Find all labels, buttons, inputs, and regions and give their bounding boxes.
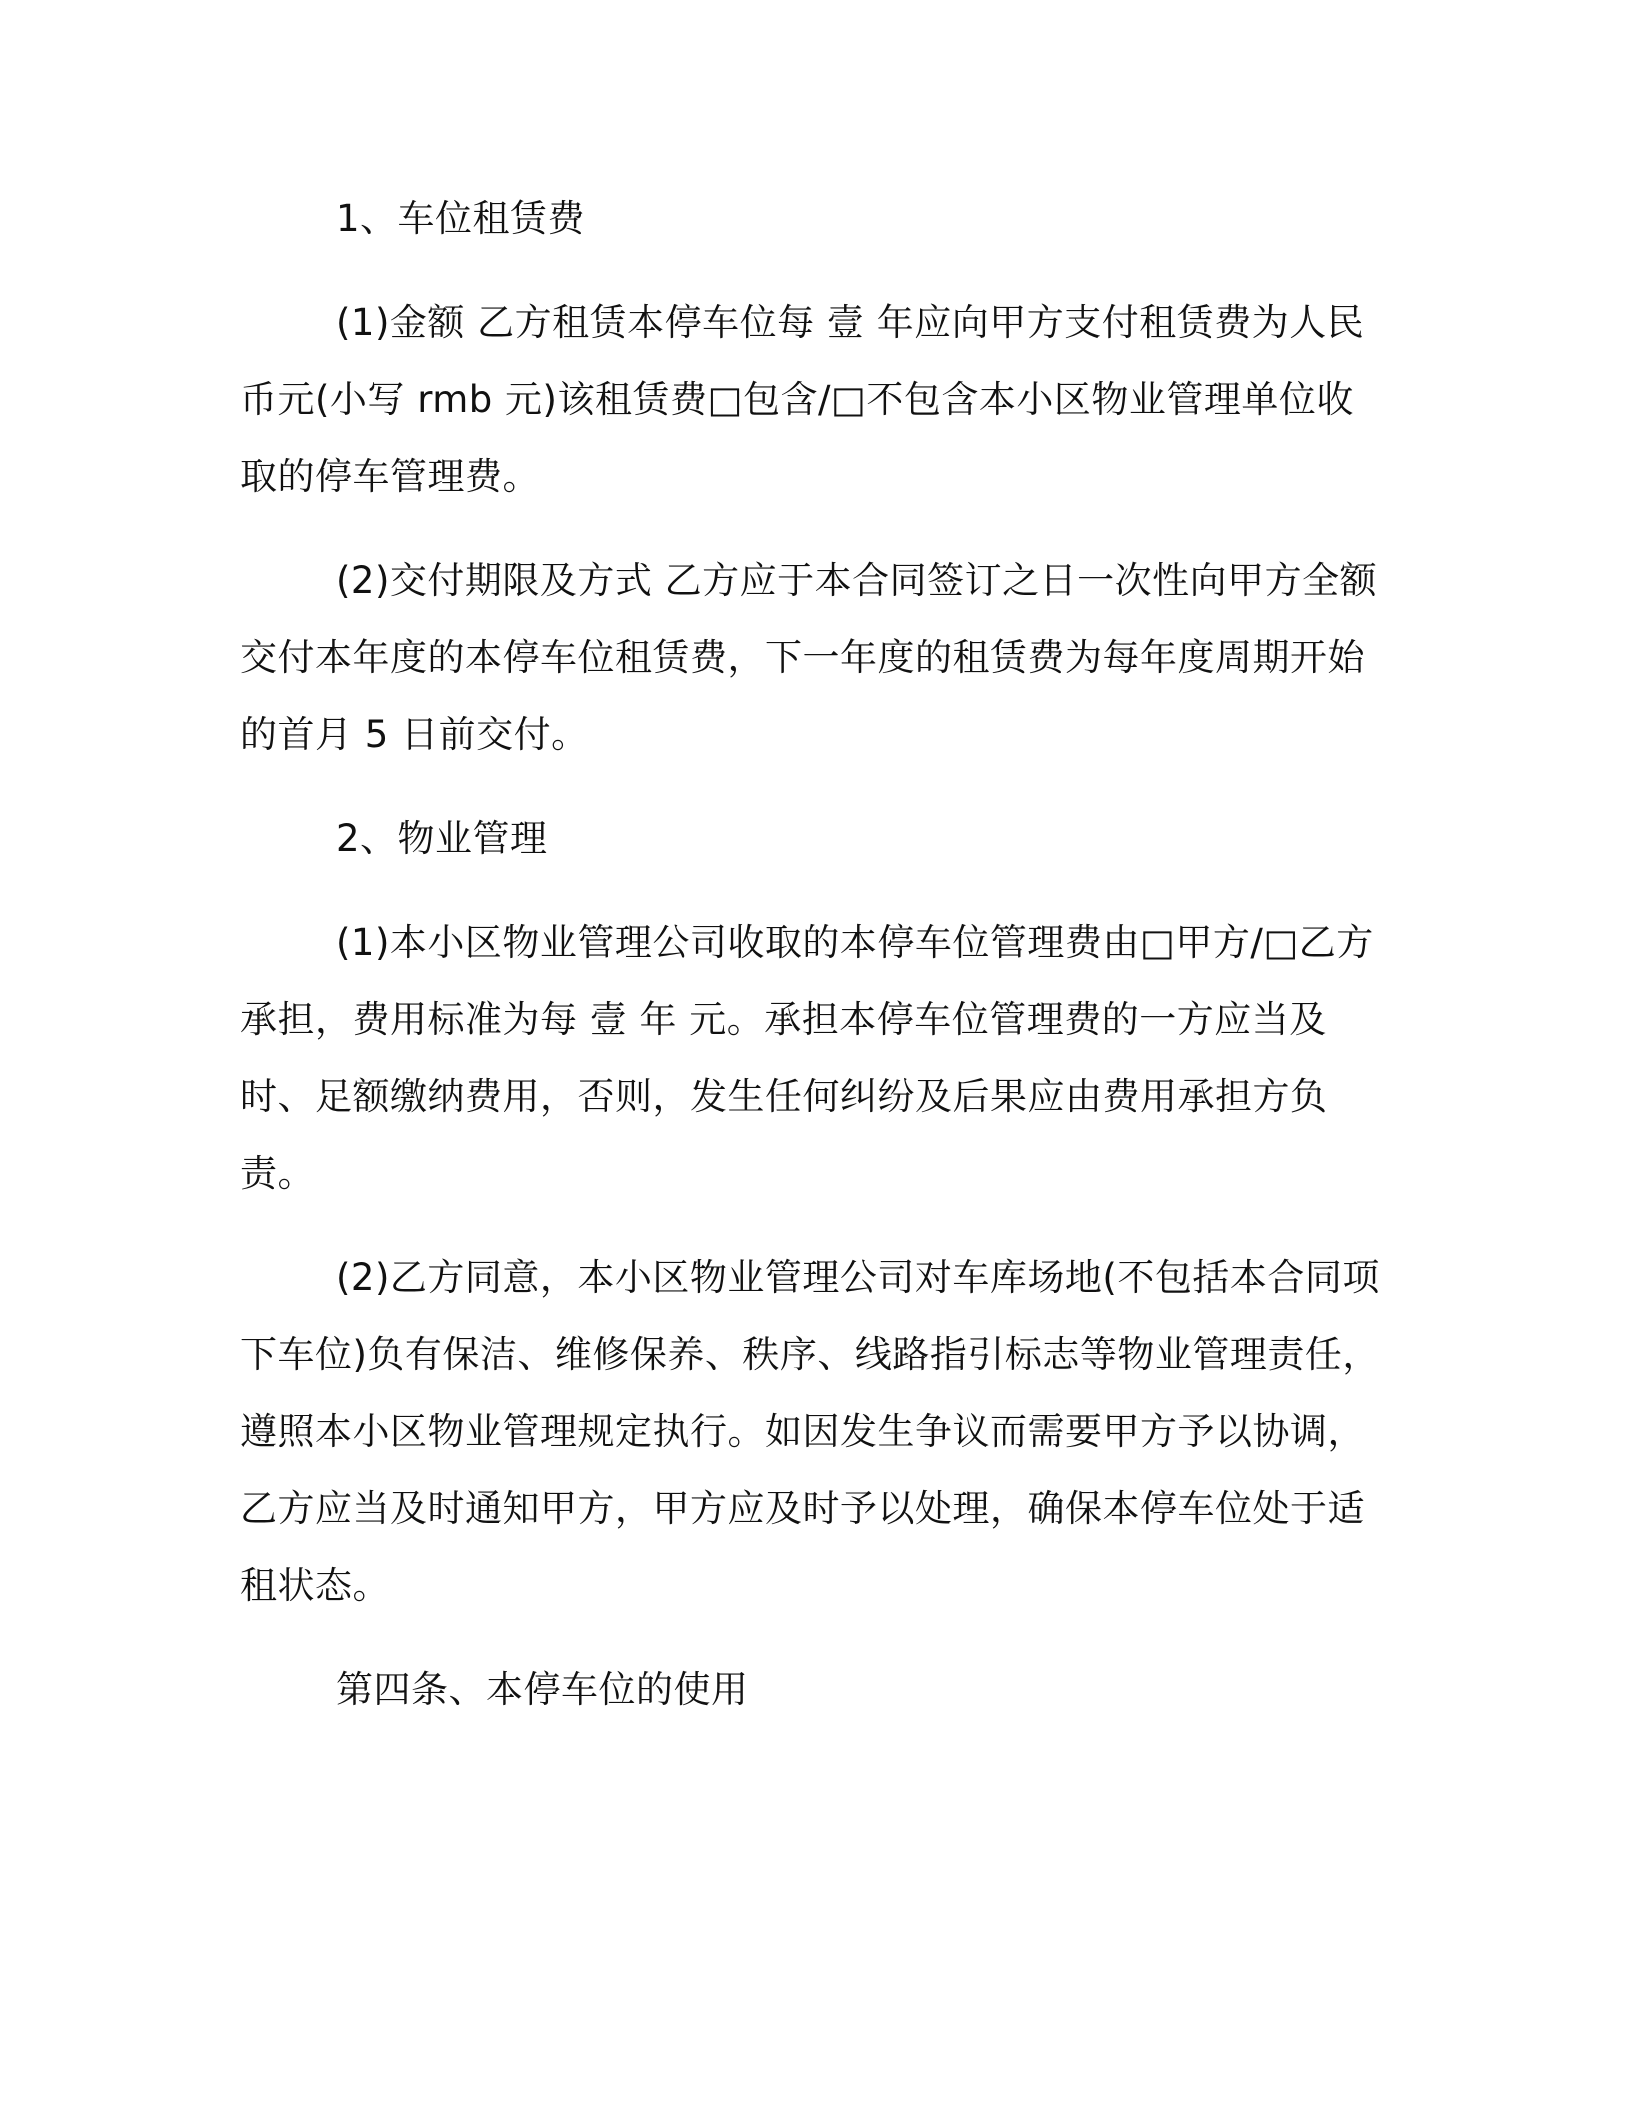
article-heading-usage: 第四条、本停车位的使用 [336,1668,749,1711]
section-heading-property-management: 2、物业管理 [336,817,548,860]
paragraph-spacer [240,1624,1380,1651]
paragraph-amount: (1)金额 乙方租赁本停车位每 壹 年应向甲方支付租赁费为人民币元(小写 rmb 元)该租赁费□包含/□不包含本小区物业管理单位收取的停车管理费。 [240,301,1365,498]
paragraph-payment-terms: (2)交付期限及方式 乙方应于本合同签订之日一次性向甲方全额交付本年度的本停车位租赁费，下一年度的租赁费为每年度周期开始的首月 5 日前交付。 [240,559,1378,756]
paragraph-spacer [240,1212,1380,1239]
section-heading-rental-fee: 1、车位租赁费 [336,197,586,240]
paragraph-spacer [240,773,1380,800]
paragraph-spacer [240,515,1380,542]
paragraph-spacer [240,257,1380,284]
paragraph-spacer [240,877,1380,904]
paragraph-management-duties: (2)乙方同意，本小区物业管理公司对车库场地(不包括本合同项下车位)负有保洁、维修保养、秩序、线路指引标志等物业管理责任，遵照本小区物业管理规定执行。如因发生争议而需要甲方予以协调，乙方应当及时通知甲方，甲方应及时予以处理，确保本停车位处于适租状态。 [240,1256,1380,1607]
document-body [240,180,1380,1728]
paragraph-management-fee: (1)本小区物业管理公司收取的本停车位管理费由□甲方/□乙方承担，费用标准为每 壹 年 元。承担本停车位管理费的一方应当及时、足额缴纳费用，否则，发生任何纠纷及后果应由费用承担方负责。 [240,921,1374,1195]
